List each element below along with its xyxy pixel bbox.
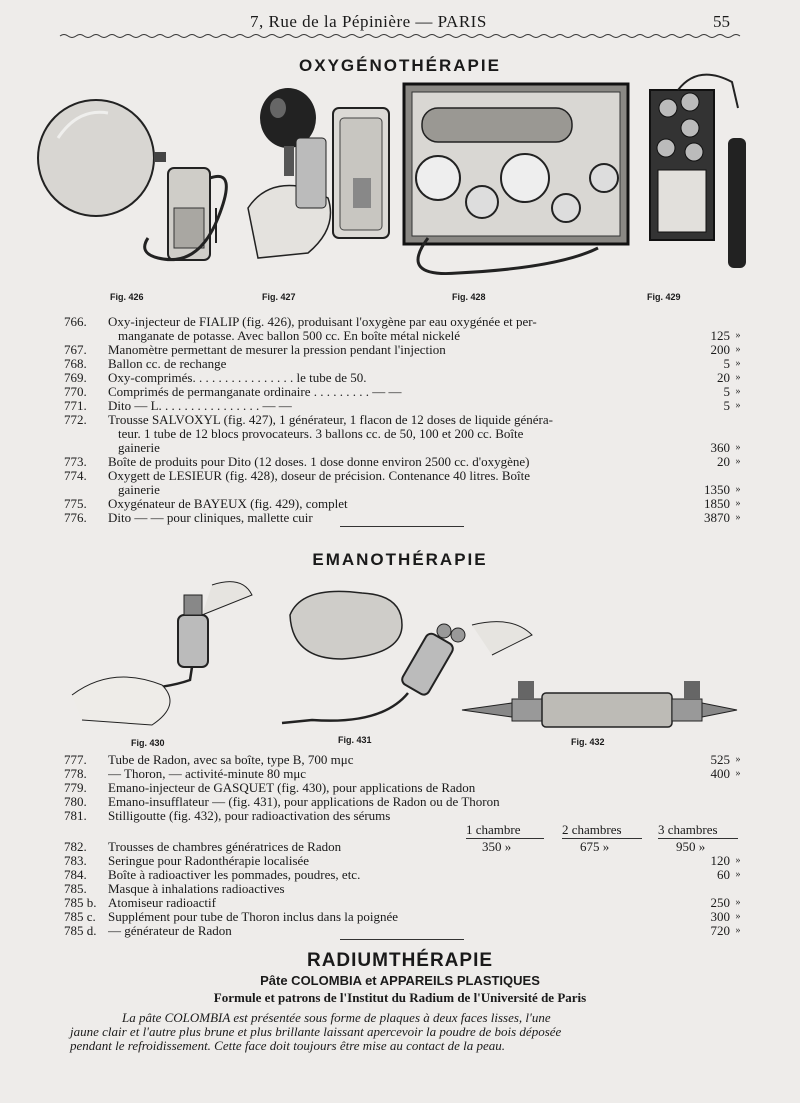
item-text: Supplément pour tube de Thoron inclus dans la poignée xyxy=(108,910,399,924)
fig-430-label: Fig. 430 xyxy=(131,738,165,748)
header-rule xyxy=(60,33,740,39)
item-price: 525 xyxy=(710,752,730,767)
list-item xyxy=(64,455,744,469)
guillemet: » xyxy=(735,498,741,509)
list-item xyxy=(64,795,744,809)
item-number: 771. xyxy=(64,398,87,413)
list-item xyxy=(64,497,744,511)
item-price: 20 xyxy=(717,370,730,385)
list-item xyxy=(64,924,744,938)
item-price: 1350 xyxy=(704,482,730,497)
list-item xyxy=(64,511,744,525)
page-number: 55 xyxy=(713,12,730,31)
section-title-oxygen: OXYGÉNOTHÉRAPIE xyxy=(299,56,501,75)
oxygen-item-list xyxy=(64,315,744,525)
guillemet: » xyxy=(735,754,741,765)
item-number: 785 d. xyxy=(64,923,97,938)
section-divider xyxy=(340,526,464,527)
guillemet: » xyxy=(735,456,741,467)
item-text-line: gainerie xyxy=(118,483,160,497)
chamber-header-2: 2 chambres xyxy=(562,822,622,837)
paragraph-line: La pâte COLOMBIA est présentée sous forme de plaques à deux faces lisses, l'une xyxy=(122,1010,551,1025)
header-address: 7, Rue de la Pépinière — PARIS xyxy=(250,12,487,31)
item-text: Atomiseur radioactif xyxy=(108,896,216,910)
guillemet: » xyxy=(735,330,741,341)
section-title-radium: RADIUMTHÉRAPIE xyxy=(306,950,494,971)
fig-432-illustration xyxy=(462,681,737,727)
radium-subtitle: Pâte COLOMBIA et APPAREILS PLASTIQUES xyxy=(260,973,540,988)
item-text: Tube de Radon, avec sa boîte, type B, 700 mμc xyxy=(108,753,354,767)
guillemet: » xyxy=(735,358,741,369)
fig-426-illustration xyxy=(38,100,226,260)
item-text: Emano-insufflateur — (fig. 431), pour applications de Radon ou de Thoron xyxy=(108,795,500,809)
fig-430-illustration xyxy=(72,582,252,725)
price-3-chambers: 950 » xyxy=(676,839,706,854)
item-text: Stilligoutte (fig. 432), pour radioactivation des sérums xyxy=(108,809,391,823)
fig-429-label: Fig. 429 xyxy=(647,292,681,302)
fig-427-illustration xyxy=(248,88,389,258)
item-price: 5 xyxy=(723,384,730,399)
emanation-illustrations xyxy=(72,575,752,735)
list-item xyxy=(64,469,744,483)
item-number: 778. xyxy=(64,766,87,781)
item-text: Dito — L. . . . . . . . . . . . . . . . — — xyxy=(108,399,292,413)
item-number: 785. xyxy=(64,881,87,896)
list-item xyxy=(64,896,744,910)
item-price: 250 xyxy=(710,895,730,910)
item-number: 785 c. xyxy=(64,909,96,924)
list-item xyxy=(64,385,744,399)
item-price: 400 xyxy=(710,766,730,781)
item-text: Boîte de produits pour Dito (12 doses. 1 dose donne environ 2500 cc. d'oxygène) xyxy=(108,455,530,469)
item-price: 300 xyxy=(710,909,730,924)
item-number: 770. xyxy=(64,384,87,399)
item-price: 200 xyxy=(710,342,730,357)
fig-428-label: Fig. 428 xyxy=(452,292,486,302)
radium-paragraph xyxy=(70,1011,750,1053)
item-text: Trousses de chambres génératrices de Radon xyxy=(108,840,342,854)
item-text: — Thoron, — activité-minute 80 mμc xyxy=(108,767,307,781)
guillemet: » xyxy=(735,400,741,411)
section-divider xyxy=(340,939,464,940)
paragraph-line: pendant le refroidissement. Cette face doit toujours être mise au contact de la peau. xyxy=(70,1038,506,1053)
list-item xyxy=(64,413,744,427)
guillemet: » xyxy=(735,768,741,779)
item-number: 784. xyxy=(64,867,87,882)
price-1-chamber: 350 » xyxy=(482,839,512,854)
chamber-header-3: 3 chambres xyxy=(658,822,718,837)
item-text: Seringue pour Radonthérapie localisée xyxy=(108,854,310,868)
item-text: Manomètre permettant de mesurer la pression pendant l'injection xyxy=(108,343,446,357)
item-782 xyxy=(64,840,744,854)
item-text: Dito — — pour cliniques, mallette cuir xyxy=(108,511,313,525)
item-number: 779. xyxy=(64,780,87,795)
item-text: Oxy-comprimés. . . . . . . . . . . . . . . . le tube de 50. xyxy=(108,371,367,385)
emanation-item-list xyxy=(64,753,744,823)
fig-429-illustration xyxy=(650,75,746,268)
list-item xyxy=(64,854,744,868)
list-item xyxy=(64,357,744,371)
item-number: 777. xyxy=(64,752,87,767)
paragraph-line: jaune clair et l'autre plus brune et plus brillante laissant apercevoir la poudre de bois déposée xyxy=(70,1024,562,1039)
guillemet: » xyxy=(735,911,741,922)
emanation-item-list-2 xyxy=(64,854,744,938)
list-item xyxy=(64,441,744,455)
list-item xyxy=(64,371,744,385)
list-item xyxy=(64,809,744,823)
item-price: 120 xyxy=(710,853,730,868)
list-item xyxy=(64,868,744,882)
guillemet: » xyxy=(735,484,741,495)
list-item xyxy=(64,753,744,767)
item-number: 782. xyxy=(64,839,87,854)
item-number: 766. xyxy=(64,314,87,329)
guillemet: » xyxy=(735,512,741,523)
item-number: 783. xyxy=(64,853,87,868)
item-number: 772. xyxy=(64,412,87,427)
chamber-header-1: 1 chambre xyxy=(466,822,521,837)
item-text-line: Oxygett de LESIEUR (fig. 428), doseur de précision. Contenance 40 litres. Boîte xyxy=(108,469,531,483)
item-number: 774. xyxy=(64,468,87,483)
list-item xyxy=(64,427,744,441)
item-text: Comprimés de permanganate ordinaire . . . . . . . . . — — xyxy=(108,385,402,399)
list-item xyxy=(64,781,744,795)
fig-427-label: Fig. 427 xyxy=(262,292,296,302)
guillemet: » xyxy=(735,442,741,453)
list-item xyxy=(64,343,744,357)
guillemet: » xyxy=(735,372,741,383)
item-price: 1850 xyxy=(704,496,730,511)
item-text-line: manganate de potasse. Avec ballon 500 cc. En boîte métal nickelé xyxy=(118,329,460,343)
fig-431-illustration xyxy=(282,591,532,723)
guillemet: » xyxy=(735,925,741,936)
item-number: 773. xyxy=(64,454,87,469)
fig-426-label: Fig. 426 xyxy=(110,292,144,302)
item-number: 768. xyxy=(64,356,87,371)
fig-432-label: Fig. 432 xyxy=(571,737,605,747)
list-item xyxy=(64,399,744,413)
item-price: 5 xyxy=(723,398,730,413)
page-header xyxy=(0,10,800,34)
item-text: Masque à inhalations radioactives xyxy=(108,882,285,896)
item-text-line: gainerie xyxy=(118,441,160,455)
list-item xyxy=(64,882,744,896)
item-price: 20 xyxy=(717,454,730,469)
item-text-line: Oxy-injecteur de FIALIP (fig. 426), produisant l'oxygène par eau oxygénée et per- xyxy=(108,315,537,329)
item-text-line: Trousse SALVOXYL (fig. 427), 1 générateur, 1 flacon de 12 doses de liquide généra- xyxy=(108,413,553,427)
item-number: 785 b. xyxy=(64,895,97,910)
guillemet: » xyxy=(735,869,741,880)
item-text-line: teur. 1 tube de 12 blocs provocateurs. 3 ballons cc. de 50, 100 et 200 cc. Boîte xyxy=(118,427,524,441)
item-price: 360 xyxy=(710,440,730,455)
item-price: 5 xyxy=(723,356,730,371)
item-number: 776. xyxy=(64,510,87,525)
section-title-emanation: EMANOTHÉRAPIE xyxy=(312,550,488,569)
fig-431-label: Fig. 431 xyxy=(338,735,372,745)
list-item xyxy=(64,910,744,924)
guillemet: » xyxy=(735,344,741,355)
price-2-chambers: 675 » xyxy=(580,839,610,854)
item-number: 780. xyxy=(64,794,87,809)
item-price: 60 xyxy=(717,867,730,882)
item-text: Ballon cc. de rechange xyxy=(108,357,227,371)
list-item xyxy=(64,315,744,329)
guillemet: » xyxy=(735,897,741,908)
list-item xyxy=(64,840,744,854)
guillemet: » xyxy=(735,386,741,397)
item-number: 767. xyxy=(64,342,87,357)
list-item xyxy=(64,483,744,497)
item-text: Oxygénateur de BAYEUX (fig. 429), complet xyxy=(108,497,348,511)
item-number: 781. xyxy=(64,808,87,823)
item-text: Emano-injecteur de GASQUET (fig. 430), pour applications de Radon xyxy=(108,781,476,795)
item-number: 775. xyxy=(64,496,87,511)
item-price: 3870 xyxy=(704,510,730,525)
item-number: 769. xyxy=(64,370,87,385)
list-item xyxy=(64,767,744,781)
item-price: 720 xyxy=(710,923,730,938)
fig-428-illustration xyxy=(404,84,628,274)
item-price: 125 xyxy=(710,328,730,343)
radium-formula: Formule et patrons de l'Institut du Radium de l'Université de Paris xyxy=(213,990,587,1005)
oxygen-illustrations xyxy=(38,78,760,288)
list-item xyxy=(64,329,744,343)
guillemet: » xyxy=(735,855,741,866)
item-text: — générateur de Radon xyxy=(108,924,232,938)
item-text: Boîte à radioactiver les pommades, poudres, etc. xyxy=(108,868,361,882)
